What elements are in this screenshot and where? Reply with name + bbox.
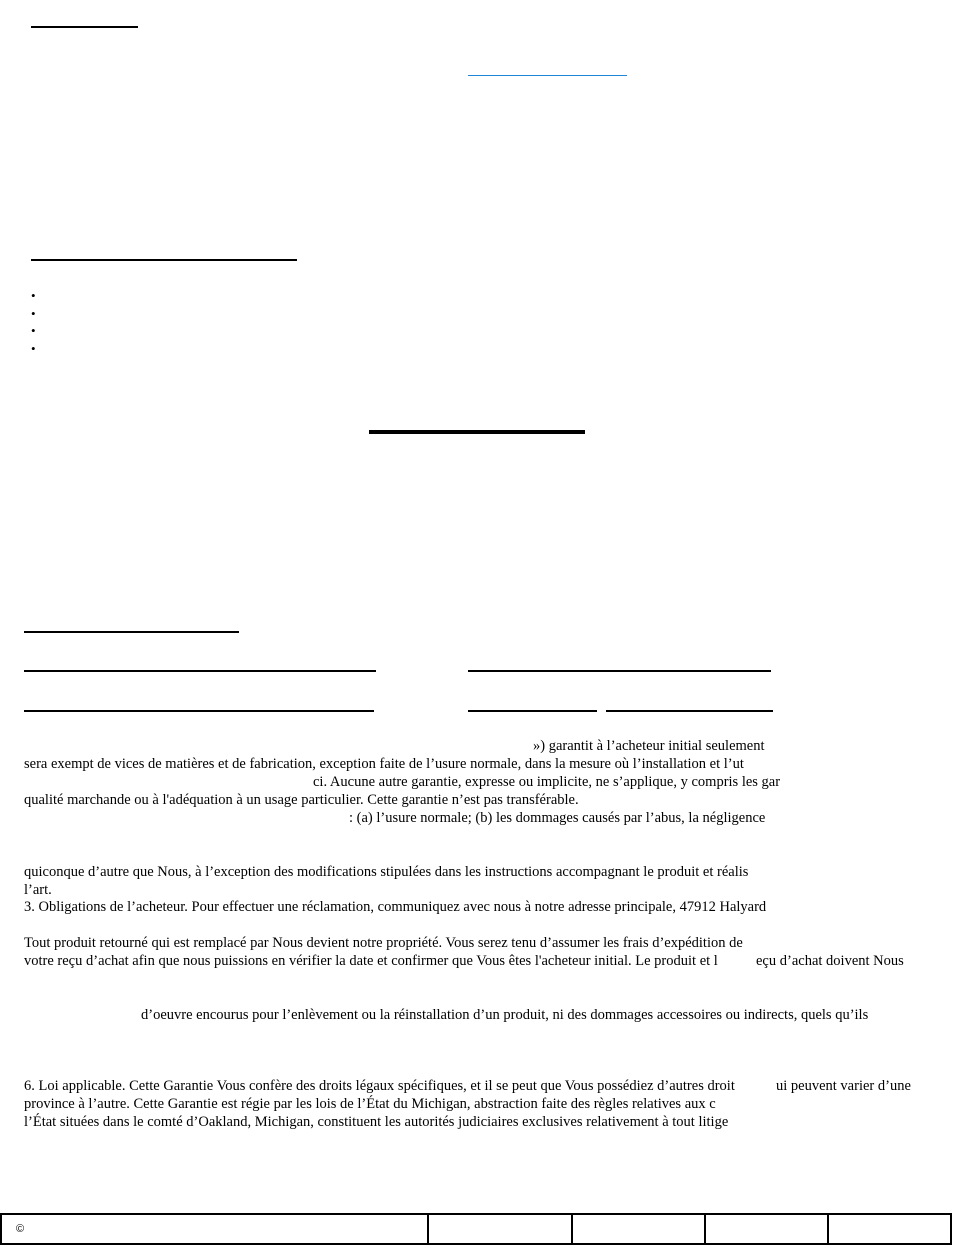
list-bullet: • [31,323,36,338]
body-line: province à l’autre. Cette Garantie est régie par les lois de l’État du Michigan, abstraction faite des règles relatives aux c [24,1096,716,1112]
body-line: ci. Aucune autre garantie, expresse ou implicite, ne s’applique, y compris les gar [313,774,781,790]
body-line: eçu d’achat doivent Nous [756,953,904,969]
form-field-line [468,710,597,712]
body-line: quiconque d’autre que Nous, à l’exception des modifications stipulées dans les instructions accompagnant le produit et réalis [24,864,749,880]
body-line: sera exempt de vices de matières et de fabrication, exception faite de l’usure normale, dans la mesure où l’installation et l’ut [24,756,744,772]
form-field-line [606,710,773,712]
header-underline [31,26,138,28]
list-bullet: • [31,341,36,356]
body-line: : (a) l’usure normale; (b) les dommages causés par l’abus, la négligence [349,810,766,826]
body-line: 6. Loi applicable. Cette Garantie Vous confère des droits légaux spécifiques, et il se peut que Vous possédiez d’autres droit [24,1078,735,1094]
list-bullet: • [31,306,36,321]
copyright-symbol: © [16,1223,25,1235]
footer-cell [704,1215,706,1243]
section-heading-underline [31,259,297,261]
hyperlink-underline[interactable] [468,75,627,76]
footer-table [0,1213,952,1245]
body-line: 3. Obligations de l’acheteur. Pour effectuer une réclamation, communiquez avec nous à notre adresse principale, 47912 Halyard [24,899,767,915]
title-underline [369,430,585,434]
footer-cell [571,1215,573,1243]
body-line: votre reçu d’achat afin que nous puissions en vérifier la date et confirmer que Vous êtes l'acheteur initial. Le produit et l [24,953,718,969]
form-field-line [24,631,239,633]
list-bullet: • [31,288,36,303]
body-line: d’oeuvre encourus pour l’enlèvement ou la réinstallation d’un produit, ni des dommages accessoires ou indirects, quels qu’ils [141,1007,869,1023]
form-field-line [468,670,771,672]
footer-cell [427,1215,429,1243]
form-field-line [24,670,376,672]
footer-cell [827,1215,829,1243]
body-line: qualité marchande ou à l'adéquation à un usage particulier. Cette garantie n’est pas transférable. [24,792,579,808]
body-line: l’art. [24,882,52,898]
form-field-line [24,710,374,712]
body-line: l’État situées dans le comté d’Oakland, Michigan, constituent les autorités judiciaires exclusives relativement à tout litige [24,1114,729,1130]
body-line: Tout produit retourné qui est remplacé par Nous devient notre propriété. Vous serez tenu d’assumer les frais d’expédition de [24,935,743,951]
body-line: ui peuvent varier d’une [776,1078,911,1094]
body-line: ») garantit à l’acheteur initial seulement [533,738,765,754]
